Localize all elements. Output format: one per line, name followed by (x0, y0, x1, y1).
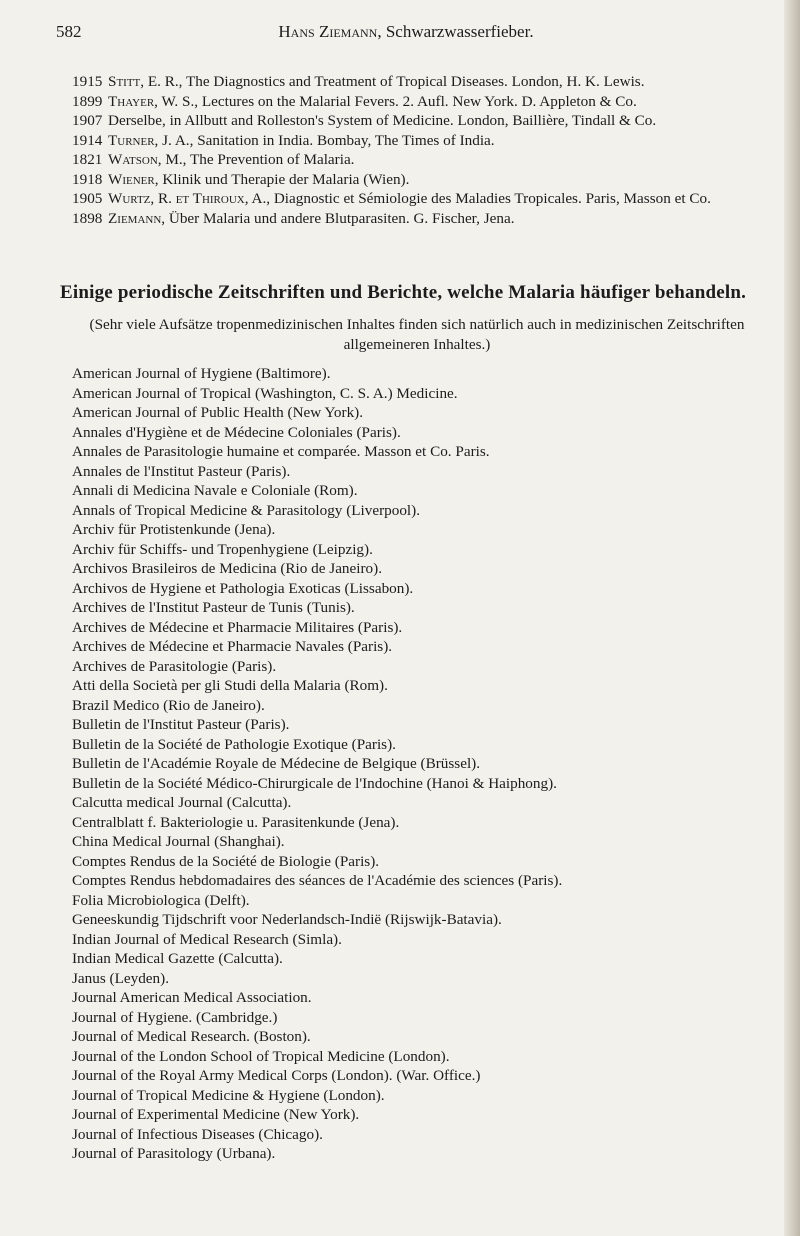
running-head-title: , Schwarzwasserfieber. (377, 22, 534, 41)
reference-entry (72, 150, 762, 170)
reference-author: Watson, M., (108, 151, 187, 168)
journal-entry: Archives de Médecine et Pharmacie Militaires (Paris). (72, 618, 403, 636)
reference-year: 1914 (72, 131, 103, 149)
journal-entry: American Journal of Public Health (New York). (72, 404, 364, 421)
journal-entry: Archives de Médecine et Pharmacie Navales (Paris). (72, 638, 393, 655)
journal-entry: Bulletin de l'Académie Royale de Médecine de Belgique (Brüssel). (72, 755, 481, 772)
journal-entry: Journal American Medical Association. (72, 989, 312, 1006)
reference-text: Über Malaria und andere Blutparasiten. G. Fischer, Jena. (165, 209, 515, 227)
journal-entry: Journal of Medical Research. (Boston). (72, 1028, 311, 1045)
running-head-author: Hans Ziemann (278, 22, 378, 41)
journal-entry: Journal of Parasitology (Urbana). (72, 1145, 276, 1162)
section-heading: Einige periodische Zeitschriften und Berichte, welche Malaria häufiger behandeln. (60, 282, 747, 303)
reference-text: The Prevention of Malaria. (186, 151, 355, 168)
reference-author: Stitt, E. R., (108, 73, 183, 90)
reference-entry (72, 170, 762, 190)
reference-entry (72, 72, 762, 92)
reference-text: Diagnostic et Sémiologie des Maladies Tropicales. Paris, Masson et Co. (270, 190, 711, 207)
reference-entry (72, 92, 762, 112)
reference-entry (72, 209, 762, 229)
reference-entry (72, 111, 762, 131)
journal-entry: Indian Journal of Medical Research (Simla). (72, 930, 342, 948)
journal-entry: Indian Medical Gazette (Calcutta). (72, 950, 283, 967)
journal-entry: Annali di Medicina Navale e Coloniale (Rom). (72, 482, 358, 499)
journal-entry: Annales de l'Institut Pasteur (Paris). (72, 462, 291, 480)
journal-entry: American Journal of Tropical (Washington, C. S. A.) Medicine. (72, 384, 458, 402)
reference-year: 1821 (72, 151, 103, 168)
journal-entry: Archivos de Hygiene et Pathologia Exoticas (Lissabon). (72, 579, 414, 597)
reference-author: Thayer, W. S., (108, 92, 199, 110)
journal-entry: Archiv für Protistenkunde (Jena). (72, 521, 276, 538)
reference-text: Derselbe, in Allbutt and Rolleston's System of Medicine. London, Baillière, Tindall & Co. (108, 112, 657, 129)
page-number: 582 (56, 22, 82, 41)
journal-list (72, 364, 772, 1164)
reference-text: Sanitation in India. Bombay, The Times of India. (193, 131, 495, 149)
reference-text: Lectures on the Malarial Fevers. 2. Aufl. New York. D. Appleton & Co. (198, 92, 637, 110)
journal-entry: Comptes Rendus de la Société de Biologie (Paris). (72, 852, 380, 870)
journal-entry: Archives de Parasitologie (Paris). (72, 657, 277, 675)
journal-entry: Comptes Rendus hebdomadaires des séances de l'Académie des sciences (Paris). (72, 872, 563, 889)
page-header (56, 22, 756, 46)
journal-entry: American Journal of Hygiene (Baltimore). (72, 365, 331, 382)
journal-entry: Archivos Brasileiros de Medicina (Rio de Janeiro). (72, 560, 382, 577)
journal-entry: Journal of the Royal Army Medical Corps (London). (War. Office.) (72, 1067, 481, 1084)
journal-entry: Bulletin de la Société de Pathologie Exotique (Paris). (72, 735, 396, 753)
journal-entry: Atti della Società per gli Studi della Malaria (Rom). (72, 677, 388, 694)
journal-entry: Bulletin de la Société Médico-Chirurgicale de l'Indochine (Hanoi & Haiphong). (72, 774, 557, 792)
reference-year: 1899 (72, 92, 103, 110)
journal-entry: Centralblatt f. Bakteriologie u. Parasitenkunde (Jena). (72, 813, 400, 831)
reference-author: Ziemann, (108, 209, 166, 227)
journal-entry: Calcutta medical Journal (Calcutta). (72, 794, 292, 811)
journal-entry: China Medical Journal (Shanghai). (72, 833, 285, 850)
journal-entry: Archiv für Schiffs- und Tropenhygiene (Leipzig). (72, 540, 373, 558)
journal-entry: Annals of Tropical Medicine & Parasitology (Liverpool). (72, 501, 420, 519)
journal-entry: Archives de l'Institut Pasteur de Tunis (Tunis). (72, 599, 355, 616)
journal-entry: Journal of Experimental Medicine (New York). (72, 1106, 360, 1123)
journal-entry: Journal of the London School of Tropical Medicine (London). (72, 1047, 450, 1065)
journal-entry: Brazil Medico (Rio de Janeiro). (72, 696, 265, 714)
journal-entry: Bulletin de l'Institut Pasteur (Paris). (72, 716, 290, 733)
journal-entry: Annales de Parasitologie humaine et comparée. Masson et Co. Paris. (72, 443, 490, 460)
page-edge-shadow (784, 0, 800, 1236)
reference-year: 1907 (72, 112, 103, 129)
reference-year: 1915 (72, 73, 103, 90)
reference-author: Wurtz, R. et Thiroux, A., (108, 190, 271, 207)
reference-text: Klinik und Therapie der Malaria (Wien). (158, 170, 410, 188)
journal-entry: Geneeskundig Tijdschrift voor Nederlandsch-Indië (Rijswijk-Batavia). (72, 911, 502, 928)
journal-entry: Journal of Hygiene. (Cambridge.) (72, 1008, 278, 1026)
journal-entry: Annales d'Hygiène et de Médecine Coloniales (Paris). (72, 423, 401, 441)
running-head (56, 22, 756, 42)
reference-year: 1918 (72, 170, 103, 188)
reference-author: Wiener, (108, 170, 159, 188)
reference-entry (72, 189, 762, 209)
reference-entry (72, 131, 762, 151)
journal-entry: Journal of Tropical Medicine & Hygiene (London). (72, 1086, 385, 1104)
journal-entry: Journal of Infectious Diseases (Chicago). (72, 1125, 323, 1143)
journal-entry: Folia Microbiologica (Delft). (72, 891, 250, 909)
section-note: (Sehr viele Aufsätze tropenmedizinischen Inhaltes finden sich natürlich auch in medizinischen Zeitschriften allgemeineren Inhaltes.) (89, 316, 745, 353)
reference-author: Turner, J. A., (108, 131, 194, 149)
reference-year: 1898 (72, 209, 103, 227)
reference-year: 1905 (72, 190, 103, 207)
journal-entry: Janus (Leyden). (72, 969, 169, 987)
reference-list (72, 72, 762, 228)
reference-text: The Diagnostics and Treatment of Tropical Diseases. London, H. K. Lewis. (182, 73, 645, 90)
